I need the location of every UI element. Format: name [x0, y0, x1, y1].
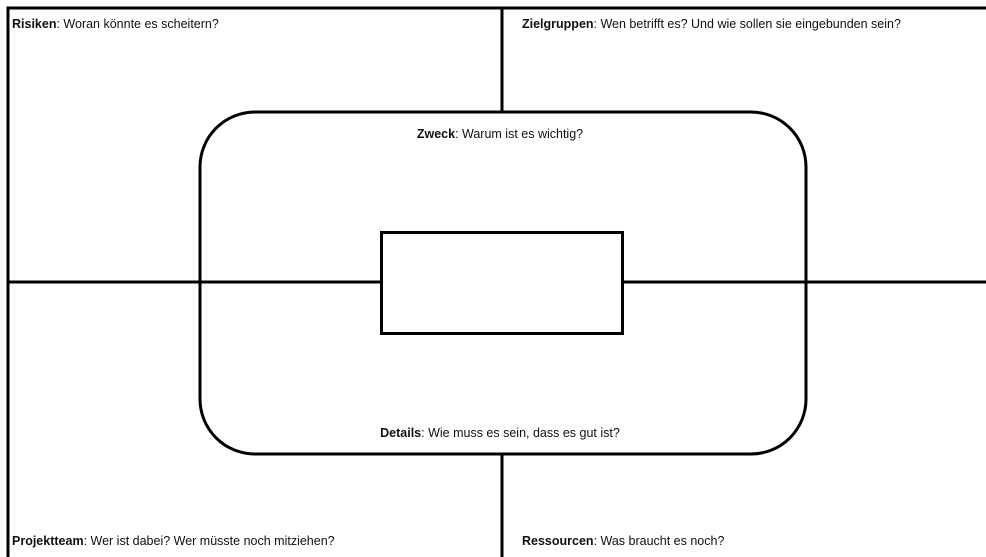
project-team-label — [12, 533, 335, 549]
target-groups-heading: Zielgruppen — [522, 17, 594, 31]
target-groups-question: : Wen betrifft es? Und wie sollen sie eingebunden sein? — [593, 17, 901, 31]
project-team-question: : Wer ist dabei? Wer müsste noch mitziehen? — [83, 534, 335, 548]
risks-question: : Woran könnte es scheitern? — [56, 17, 219, 31]
purpose-label — [0, 126, 986, 142]
risks-label — [12, 16, 219, 32]
core-box — [380, 231, 624, 335]
risks-heading: Risiken — [12, 17, 57, 31]
details-question: : Wie muss es sein, dass es gut ist? — [421, 426, 620, 440]
resources-label — [522, 533, 724, 549]
resources-question: : Was braucht es noch? — [593, 534, 725, 548]
target-groups-label — [522, 16, 901, 32]
details-label — [0, 425, 986, 441]
resources-heading: Ressourcen — [522, 534, 594, 548]
purpose-question: : Warum ist es wichtig? — [455, 127, 584, 141]
project-team-heading: Projektteam — [12, 534, 84, 548]
details-heading: Details — [380, 426, 422, 440]
purpose-heading: Zweck — [416, 127, 456, 141]
